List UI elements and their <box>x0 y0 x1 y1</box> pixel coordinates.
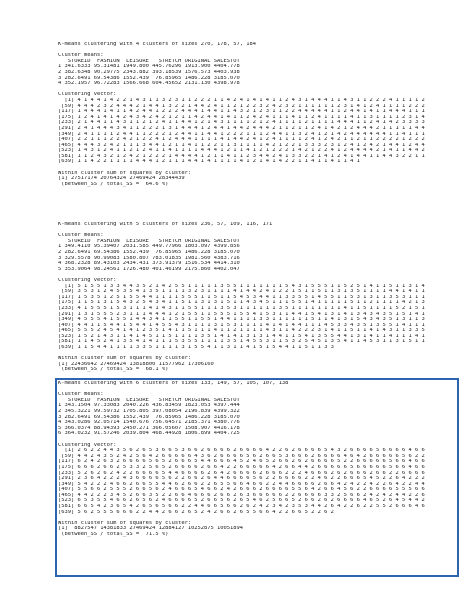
means-row: 2 382.6348 90.29775 2343.882 393.18539 1576.573 4403.938 <box>58 69 240 75</box>
vector-row: [291] 2 3 6 4 2 2 2 4 3 6 6 6 6 5 6 2 2 6 6 2 6 4 4 6 6 6 6 5 6 2 2 6 6 6 6 2 2 4 6 2 2 6 6 6 5 4 5 2 2 6 4 2 2 2 <box>58 476 425 482</box>
vector-row: [117] 1 5 3 5 1 2 5 1 5 5 4 4 1 1 1 1 5 5 5 1 1 5 1 1 5 4 5 3 4 4 1 1 3 3 5 5 1 4 5 5 1 1 5 3 1 3 1 1 3 5 3 1 1 1 <box>58 294 425 300</box>
ss-ratio: (between_SS / total_SS = 64.6 %) <box>58 181 169 187</box>
kmeans-header: K-means clustering with 5 clusters of sizes 236, 57, 109, 116, 171 <box>58 222 273 227</box>
means-row: 3 282.6491 69.54386 1552.439 76.85965 1486.228 3185.070 <box>58 414 240 420</box>
means-row: STOREID FASHION LEISURE STRETCH ORIGINAL SALESTOT <box>58 58 240 64</box>
vector-row: [523] 1 4 3 1 2 4 1 1 2 1 2 4 1 1 4 1 1 1 1 4 4 4 1 2 1 1 4 1 2 1 2 2 2 1 4 2 1 2 2 4 1 2 4 4 4 4 2 1 4 1 1 4 4 2 <box>58 148 425 154</box>
kmeans-header: K-means clustering with 6 clusters of sizes 133, 149, 57, 105, 107, 138 <box>58 381 289 386</box>
vector-row: [175] 1 1 5 1 3 1 5 4 3 2 5 4 3 4 1 1 5 1 1 3 1 3 1 5 1 1 4 3 4 5 1 1 1 5 5 1 4 1 1 1 1 1 5 1 1 2 1 1 1 1 4 2 1 3 <box>58 300 425 306</box>
vector-row: [465] 4 4 4 3 2 4 2 1 1 1 3 4 4 1 2 1 1 4 1 1 2 2 1 1 3 1 1 1 1 4 2 1 2 2 1 3 3 3 2 3 1 2 4 1 2 4 2 1 4 4 1 2 4 4 <box>58 142 425 148</box>
vector-row: [117] 6 2 4 2 6 3 2 6 6 6 6 5 6 5 2 6 6 6 5 4 4 6 6 6 4 5 2 4 6 5 2 6 6 2 6 2 6 6 6 6 5 2 2 6 6 6 6 6 5 6 6 4 6 6 <box>58 459 425 465</box>
means-row: 3 329.5578 90.99083 1580.807 783.01835 1981.560 4383.716 <box>58 255 240 261</box>
vector-row: [59] 3 5 3 1 2 4 5 3 5 4 1 3 5 1 1 1 1 3 2 3 1 1 1 1 4 1 4 4 2 4 1 2 2 1 5 1 1 5 1 1 3 1 3 5 1 1 1 1 4 4 1 4 1 1 <box>58 289 425 295</box>
ss-ratio: (between_SS / total_SS = 68.1 %) <box>58 367 169 373</box>
means-row: 4 343.0286 92.05714 1540.676 756.64571 2185.371 4380.776 <box>58 420 240 426</box>
vector-row: [291] 2 4 1 4 4 4 3 4 1 1 2 2 2 1 3 1 4 4 4 1 2 4 4 1 4 4 2 4 4 4 2 1 1 2 1 1 2 4 1 4 2 1 2 4 4 4 2 1 1 1 1 1 4 4 <box>58 125 425 131</box>
ss-title: Within cluster sum of squares by cluster: <box>58 520 192 526</box>
vector-row: [523] 1 5 2 1 4 3 1 1 4 1 4 5 1 1 5 1 1 1 1 3 5 1 4 1 4 1 3 1 3 1 4 4 1 1 5 4 1 3 5 5 4 4 1 3 1 4 1 1 4 1 1 1 4 1 <box>58 333 425 339</box>
vector-title: Clustering vector: <box>58 277 117 283</box>
means-row: STOREID FASHION LEISURE STRETCH ORIGINAL SALESTOT <box>58 397 240 403</box>
vector-row: [175] 1 2 4 1 4 1 4 2 4 3 4 2 4 2 1 2 1 1 4 2 4 4 1 4 1 1 2 4 2 4 1 1 1 4 1 1 2 4 1 1 1 1 4 1 1 3 1 1 1 1 2 3 1 4 <box>58 114 425 120</box>
vector-row: [465] 4 4 2 2 2 3 4 5 2 6 6 3 5 2 2 6 6 4 6 6 6 2 6 6 2 6 3 6 6 6 6 6 2 2 6 6 6 6 3 3 2 5 6 6 2 4 2 4 2 4 4 2 2 6 <box>58 492 425 498</box>
vector-row: [639] 1 1 5 4 4 1 1 1 1 3 3 5 1 1 1 1 3 1 5 5 4 1 1 3 1 1 4 1 5 1 5 4 4 1 1 5 1 1 3 3 <box>58 345 334 351</box>
means-row: 3 282.6491 69.54386 1552.439 76.85965 1486.228 3185.070 <box>58 75 240 81</box>
vector-row: [407] 2 2 1 1 1 2 2 4 2 1 2 2 4 1 2 4 4 4 1 1 1 1 4 1 4 4 2 4 1 2 4 1 1 1 1 2 4 1 2 4 2 1 1 2 1 1 2 2 2 2 1 2 2 2 <box>58 137 425 143</box>
ss-ratio: (between_SS / total_SS = 71.5 %) <box>58 532 169 538</box>
vector-row: [233] 5 2 6 2 6 2 4 2 2 6 6 6 6 5 4 4 6 6 6 6 2 6 4 2 6 6 6 6 2 6 6 6 2 2 2 4 6 6 6 2 6 2 6 6 6 2 6 6 2 2 6 6 6 6 <box>58 470 425 476</box>
vector-row: [523] 6 5 3 5 5 4 6 6 2 6 5 6 2 4 6 6 6 6 5 2 6 6 5 6 2 6 5 4 6 2 5 6 6 5 2 6 6 2 6 2 6 6 6 6 4 6 5 2 6 4 5 4 4 2 <box>58 498 425 504</box>
means-row: 2 282.6491 69.54386 1552.439 76.85965 1486.228 3185.070 <box>58 249 240 255</box>
vector-row: [59] 4 4 2 4 3 5 2 4 2 5 6 4 2 6 6 6 6 6 4 3 6 2 6 6 6 6 5 6 2 6 6 5 3 6 6 6 2 6 6 6 6 4 6 4 2 6 6 6 6 6 5 6 2 2 <box>58 453 425 459</box>
vector-row: [59] 4 4 4 2 3 2 4 4 4 2 1 4 4 1 3 2 2 1 4 4 2 4 1 1 2 1 2 2 3 2 4 2 3 2 1 1 1 1 1 1 2 3 1 4 1 2 4 1 1 1 1 2 2 2 <box>58 103 425 109</box>
means-row: 1 343.1504 97.33083 2040.226 436.83459 1823.053 4397.444 <box>58 403 240 409</box>
means-row: 2 345.3221 99.59732 1705.805 397.08054 2196.839 4399.322 <box>58 408 240 414</box>
ss-values: [1] 8827547 14381833 27469424 12884127 10252875 10051894 <box>58 526 243 532</box>
ss-title: Within cluster sum of squares by cluster: <box>58 170 192 176</box>
kmeans-4-section <box>58 42 468 187</box>
vector-row: [233] 2 1 4 4 1 1 4 3 1 1 2 1 2 4 1 1 4 4 1 2 1 4 3 1 1 1 1 2 1 2 4 1 1 1 1 2 1 1 1 1 4 4 4 1 1 2 4 1 4 2 3 3 3 3 <box>58 120 425 126</box>
vector-row: [1] 5 1 5 5 1 3 3 4 4 3 5 2 1 4 2 5 5 1 1 1 1 1 3 5 5 1 1 1 1 1 1 1 5 4 3 1 5 5 5 1 1 5 2 5 1 4 1 1 5 1 1 3 1 4 <box>58 283 425 289</box>
means-title: Cluster means: <box>58 392 104 398</box>
vector-row: [581] 6 6 5 4 2 3 6 5 4 2 6 5 6 5 6 6 2 2 4 4 6 6 5 6 6 2 6 2 4 2 3 4 2 3 5 3 4 4 2 6 4 2 2 6 2 2 5 5 2 6 6 6 4 6 <box>58 504 425 510</box>
vector-row: [349] 2 4 1 1 1 1 2 4 4 1 1 2 2 2 1 2 4 4 1 1 4 4 1 2 2 2 1 1 1 2 4 4 1 1 3 2 4 1 2 1 4 2 4 4 4 4 4 4 1 1 4 1 1 1 <box>58 131 425 137</box>
vector-row: [233] 4 1 5 5 5 1 5 3 1 1 1 4 1 4 3 1 1 5 5 1 1 1 3 5 3 1 1 1 1 1 1 3 5 1 1 1 1 1 1 1 1 4 1 1 5 1 1 1 1 5 2 1 5 1 <box>58 305 425 311</box>
vector-row: [349] 5 4 2 2 2 4 6 6 2 6 6 5 5 4 4 6 2 6 6 2 2 6 5 5 6 6 4 6 6 2 2 4 4 6 6 6 6 2 6 6 4 2 4 2 2 4 2 2 6 4 2 2 4 4 <box>58 481 425 487</box>
means-row: 5 353.9064 98.24561 1726.480 401.46199 2175.860 4402.047 <box>58 266 240 272</box>
means-row: 5 366.0374 88.94393 2450.271 366.05607 1508.907 4416.178 <box>58 425 240 431</box>
kmeans-6-section <box>58 381 468 538</box>
kmeans-5-section <box>58 222 468 373</box>
vector-row: [175] 6 6 6 2 6 6 2 5 3 3 2 5 6 5 2 6 6 6 6 2 6 6 4 2 2 6 6 6 6 6 4 2 6 6 4 4 2 6 6 6 6 6 5 6 6 6 6 6 5 6 6 4 6 6 <box>58 464 425 470</box>
means-row: 4 352.1957 96.72283 1566.668 604.45652 2131.130 4398.978 <box>58 81 240 87</box>
means-row: 6 364.0232 91.57246 2039.804 468.44928 1806.899 4404.725 <box>58 431 240 437</box>
vector-row: [407] 4 4 1 1 5 4 4 1 5 4 4 1 4 5 5 4 3 1 1 1 1 3 1 5 3 1 1 1 1 4 1 4 1 4 4 1 1 1 4 5 3 3 4 3 5 1 3 5 5 1 4 1 1 1 <box>58 322 425 328</box>
means-row: 4 368.2328 89.43103 2434.431 373.91379 1516.534 4414.310 <box>58 261 240 267</box>
vector-row: [639] 5 6 2 5 5 5 6 6 6 2 2 4 4 2 6 6 2 6 5 2 4 2 6 6 2 6 5 5 6 6 4 2 2 6 6 5 2 2 6 2 <box>58 509 334 515</box>
vector-row: [639] 1 1 4 2 2 1 1 1 1 4 4 4 1 2 1 1 1 4 4 1 4 1 1 1 1 4 1 2 1 4 1 4 2 2 1 1 4 1 1 4 1 1 4 1 <box>58 159 360 165</box>
means-title: Cluster means: <box>58 233 104 239</box>
vector-row: [1] 4 1 4 4 1 4 2 2 1 4 3 1 1 3 2 3 1 1 2 2 2 1 1 4 2 4 1 4 1 4 1 1 2 4 3 1 4 4 4 1 1 4 3 1 1 2 2 2 4 1 1 1 1 2 <box>58 97 425 103</box>
vector-title: Clustering vector: <box>58 442 117 448</box>
ss-values: [1] 27517174 20764324 27469424 28344439 <box>58 176 185 182</box>
vector-row: [407] 5 5 6 6 2 5 5 5 2 6 6 5 6 2 4 6 6 6 5 4 6 6 2 4 2 6 6 6 2 6 6 6 6 5 5 6 4 2 6 6 4 5 6 2 2 6 6 6 6 5 5 5 6 6 <box>58 487 425 493</box>
vector-title: Clustering vector: <box>58 92 117 98</box>
means-row: 1 349.4110 95.39407 2031.585 449.77966 1803.097 4399.856 <box>58 244 240 250</box>
vector-row: [465] 5 5 5 2 4 5 4 1 4 1 2 3 5 1 4 1 1 5 1 1 1 4 1 1 2 1 1 1 1 4 3 1 1 4 2 2 2 3 1 4 1 1 5 1 1 4 1 4 3 1 1 3 3 5 <box>58 328 425 334</box>
ss-title: Within cluster sum of squares by cluster: <box>58 356 192 362</box>
vector-row: [581] 1 1 4 5 2 4 1 3 5 4 1 4 1 1 1 5 3 5 5 1 1 1 1 3 5 1 4 5 5 3 1 1 5 3 2 5 4 5 1 3 5 4 1 1 4 5 3 1 1 3 1 5 1 1 <box>58 339 425 345</box>
vector-row: [117] 1 4 4 4 1 4 1 1 4 2 4 4 1 2 2 2 4 4 4 1 4 4 1 1 4 3 2 1 2 3 1 1 2 2 4 4 4 4 4 1 1 2 4 4 1 4 1 1 4 4 4 1 1 1 <box>58 109 425 115</box>
kmeans-header: K-means clustering with 4 clusters of sizes 270, 178, 57, 184 <box>58 42 256 47</box>
vector-row: [1] 2 6 2 2 4 4 3 5 6 2 6 5 3 6 6 5 3 6 6 2 6 6 6 6 2 6 6 6 6 4 2 2 6 2 6 6 6 6 5 4 3 2 6 6 6 6 5 6 6 6 6 4 6 6 <box>58 448 425 454</box>
vector-row: [291] 1 3 1 5 5 5 2 3 1 1 1 4 4 4 1 2 1 5 5 1 1 5 5 5 1 5 5 4 1 5 3 1 1 4 4 1 5 4 1 3 1 4 1 3 4 3 4 3 5 1 5 1 4 1 <box>58 311 425 317</box>
vector-row: [349] 4 5 5 5 4 1 5 5 1 4 4 3 4 1 1 5 5 1 1 5 5 1 4 4 1 1 1 1 3 3 1 1 1 1 1 1 5 1 1 4 1 3 1 5 4 3 4 3 5 1 3 1 1 3 <box>58 317 425 323</box>
ss-values: [1] 22436642 27469424 13818800 11577962 17306160 <box>58 361 214 367</box>
means-row: STOREID FASHION LEISURE STRETCH ORIGINAL SALESTOT <box>58 238 240 244</box>
means-row: 1 341.6333 95.31481 1949.800 445.76296 1913.900 4404.778 <box>58 64 240 70</box>
vector-row: [581] 1 1 2 4 3 2 1 2 4 2 1 2 2 2 1 4 4 4 4 1 2 1 1 4 1 1 2 3 4 4 2 4 1 3 3 2 2 1 4 1 2 4 1 4 4 1 1 4 4 3 2 2 1 1 <box>58 153 425 159</box>
means-title: Cluster means: <box>58 53 104 59</box>
